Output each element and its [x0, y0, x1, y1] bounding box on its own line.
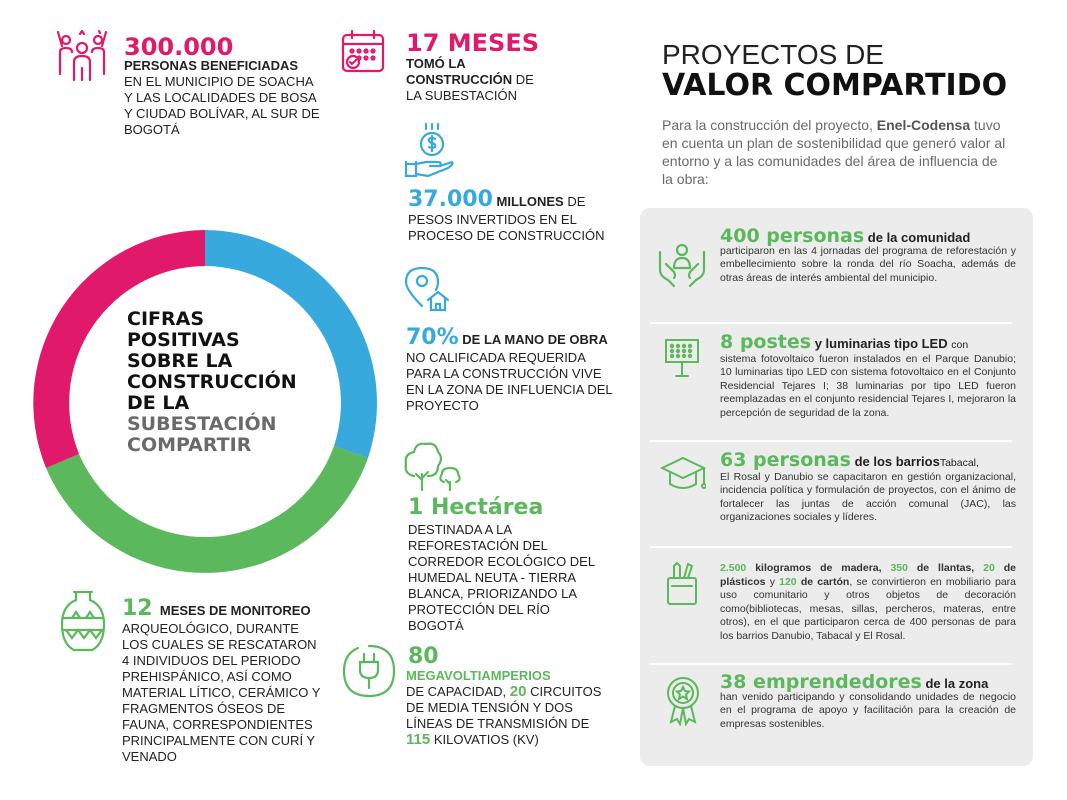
recycling-t3b: y	[769, 575, 775, 588]
investment-description	[408, 188, 608, 244]
panel-row-posts	[652, 331, 1022, 436]
donut-line5: DE LA	[127, 392, 190, 414]
donut-line7: COMPARTIR	[127, 434, 252, 456]
power-t3: KILOVATIOS (KV)	[433, 732, 539, 747]
recycling-text-block	[720, 562, 1016, 643]
community-text: participaron en las 4 jornadas del programa de reforestación y embellecimiento sobre la ronda del río Soacha, además de otras áreas de interés ambiental del municipio.	[720, 244, 1016, 284]
entrepreneurs-head: de la zona	[925, 676, 989, 691]
power-n3: 115	[406, 731, 431, 748]
intro-post: tuvo en cuenta un plan de sostenibilidad que generó valor al entorno y a las comunidades del área de influencia de la obra:	[662, 117, 1006, 187]
monitoring-text: ARQUEOLÓGICO, DURANTE LOS CUALES SE RESCATARON 4 INDIVIDUOS DEL PERIODO PREHISPÁNICO, ASÍ COMO MATERIAL LÍTICO, CERÁMICO Y FRAGMENTOS ÓSEOS DE FAUNA, CORRESPONDIENTES PRINCIPALMENTE CON CURÍ Y VENADO	[122, 621, 321, 764]
donut-line4: CONSTRUCCIÓN	[127, 371, 297, 393]
monitoring-description	[122, 597, 322, 765]
intro-pre: Para la construcción del proyecto,	[662, 117, 873, 133]
location-home-icon	[404, 266, 452, 314]
recycling-t1: kilogramos de madera,	[755, 562, 882, 574]
beneficiaries-bold: PERSONAS BENEFICIADAS	[124, 58, 299, 73]
power-description	[406, 668, 606, 748]
posts-head-tail: con	[951, 339, 969, 351]
investment-number: 37.000	[408, 187, 493, 212]
recycling-t3: de plásticos	[720, 562, 1016, 588]
pencil-cup-icon	[666, 562, 698, 606]
investment-bold: MILLONES	[496, 194, 564, 209]
page-title-line2: VALOR COMPARTIDO	[662, 68, 1008, 103]
posts-text: sistema fotovoltaico fueron instalados en el Parque Danubio; 10 luminarias tipo LED con sistema fotovoltaico en el Conjunto Residencial Tejares I; 38 luminarias por tipo LED fueron reemplazadas en el conjunto residencial Tejares I, mejoraron la percepción de seguridad de la zona.	[720, 352, 1016, 419]
community-text-block	[720, 225, 1016, 285]
plug-icon	[342, 644, 396, 698]
training-text-block	[720, 449, 1016, 525]
vase-icon	[58, 590, 108, 652]
trees-icon	[402, 440, 466, 492]
hectare-text: DESTINADA A LA REFORESTACIÓN DEL CORREDOR ECOLÓGICO DEL HUMEDAL NEUTA - TIERRA BLANCA, PRIORIZANDO LA PROTECCIÓN DEL RÍO BOGOTÁ	[408, 522, 595, 633]
months-number: 17 MESES	[406, 29, 539, 57]
entrepreneurs-text-block	[720, 671, 1016, 731]
people-celebrating-icon	[54, 30, 110, 82]
panel-row-recycling	[652, 562, 1022, 662]
panel-row-community	[652, 225, 1022, 320]
training-head: de los barrios	[854, 454, 940, 469]
panel-divider	[650, 440, 1012, 442]
posts-number: 8 postes	[720, 331, 812, 353]
power-t2: CIRCUITOS DE MEDIA TENSIÓN Y DOS LÍNEAS DE TRANSMISIÓN DE	[406, 684, 602, 731]
panel-row-training	[652, 449, 1022, 544]
investment-text2: PESOS INVERTIDOS EN EL PROCESO DE CONSTRUCCIÓN	[408, 212, 605, 243]
hands-person-icon	[658, 242, 706, 288]
monitoring-number: 12	[122, 596, 153, 621]
beneficiaries-number: 300.000	[124, 33, 234, 61]
donut-title	[127, 309, 327, 456]
training-head-tail: Tabacal,	[939, 457, 979, 469]
intro-paragraph	[662, 116, 1007, 188]
months-bold1: TOMÓ LA	[406, 56, 466, 71]
donut-line1: CIFRAS	[127, 308, 205, 330]
power-t1: DE CAPACIDAD,	[406, 684, 507, 699]
donut-line3: SOBRE LA	[127, 350, 233, 372]
graduation-cap-icon	[660, 456, 706, 494]
beneficiaries-description	[124, 58, 324, 138]
community-number: 400 personas	[720, 225, 865, 247]
recycling-n2: 350	[890, 562, 908, 574]
hand-money-icon	[404, 122, 458, 180]
posts-text-block	[720, 331, 1016, 420]
power-unit: MEGAVOLTIAMPERIOS	[406, 668, 551, 683]
community-head: de la comunidad	[867, 230, 971, 245]
page-title-line1: PROYECTOS DE	[662, 39, 884, 70]
beneficiaries-text: EN EL MUNICIPIO DE SOACHA Y LAS LOCALIDADES DE BOSA Y CIUDAD BOLÍVAR, AL SUR DE BOGOTÁ	[124, 74, 320, 137]
labor-description	[406, 326, 616, 414]
posts-head: y luminarias tipo LED	[814, 336, 948, 351]
power-number: 80	[408, 644, 439, 669]
solar-panel-icon	[664, 338, 700, 378]
months-bold2: CONSTRUCCIÓN	[406, 72, 513, 87]
recycling-t4: de cartón	[800, 575, 850, 588]
panel-divider	[650, 663, 1012, 665]
donut-line2: POSITIVAS	[127, 329, 240, 351]
donut-line6: SUBESTACIÓN	[127, 413, 277, 435]
labor-bold: DE LA MANO DE OBRA	[462, 332, 608, 347]
recycling-t2: de llantas,	[916, 562, 975, 574]
months-description	[406, 56, 546, 104]
labor-text: NO CALIFICADA REQUERIDA PARA LA CONSTRUCCIÓN VIVE EN LA ZONA DE INFLUENCIA DEL PROYECTO	[406, 350, 613, 413]
entrepreneurs-number: 38 emprendedores	[720, 671, 922, 693]
intro-brand: Enel-Codensa	[876, 117, 971, 133]
months-text: DE LA SUBESTACIÓN	[406, 72, 534, 103]
entrepreneurs-text: han venido participando y consolidando unidades de negocio en el programa de apoyo y facilitación para la creación de empresas sostenibles.	[720, 690, 1016, 730]
investment-text1: DE	[567, 194, 586, 209]
panel-divider	[650, 546, 1012, 548]
labor-number: 70%	[406, 325, 459, 350]
training-text: El Rosal y Danubio se capacitaron en gestión organizacional, incidencia política y formulación de proyectos, con el ánimo de fortalecer las juntas de acción comunal (JAC), las organizaciones sociales y líderes.	[720, 470, 1016, 523]
training-number: 63 personas	[720, 449, 851, 471]
recycling-text: , se convirtieron en mobiliario para uso comunitario y otros objetos de decoración como(bibliotecas, mesas, sillas, percheros, materas, entre otros), en el que participaron cerca de 400 personas de para los barrios Danubio, Tabacal y El Rosal.	[720, 575, 1017, 642]
award-medal-icon	[666, 676, 700, 726]
recycling-n1: 2.500	[720, 562, 747, 574]
recycling-n3: 20	[983, 562, 995, 574]
calendar-icon	[340, 28, 386, 74]
donut-segment-green	[46, 446, 368, 573]
power-n2: 20	[509, 683, 527, 700]
hectare-number: 1 Hectárea	[408, 495, 544, 520]
monitoring-bold: MESES DE MONITOREO	[159, 603, 311, 618]
recycling-n4: 120	[779, 575, 797, 588]
panel-divider	[650, 322, 1012, 324]
panel-row-entrepreneurs	[652, 671, 1022, 756]
